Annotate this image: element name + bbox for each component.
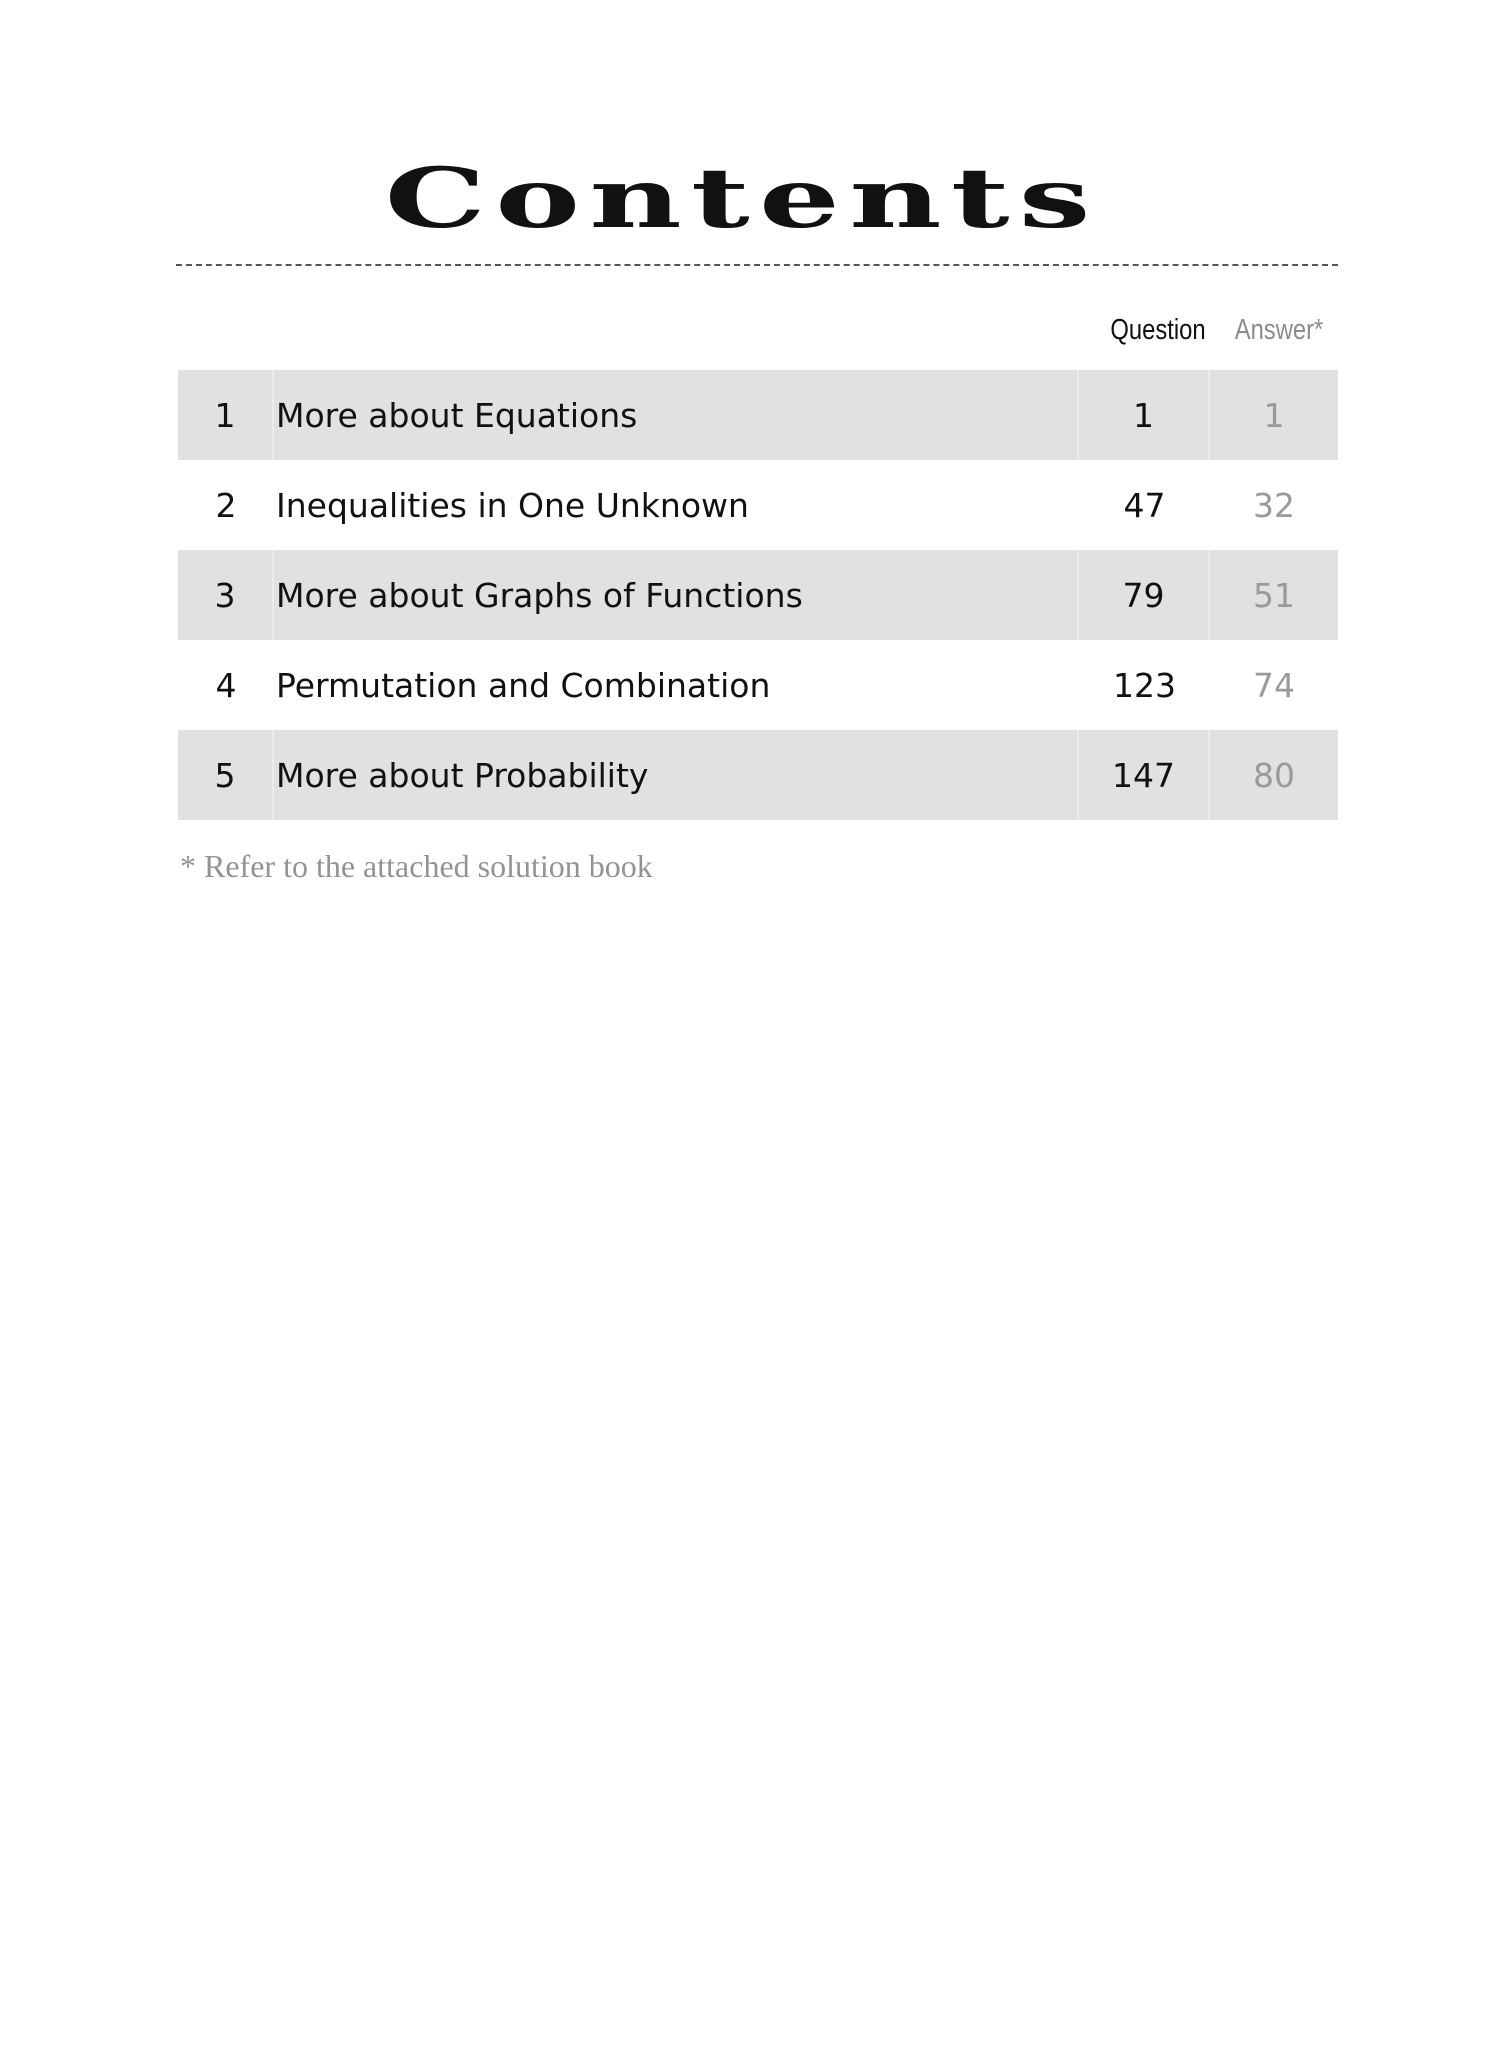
title-divider xyxy=(176,264,1338,266)
chapter-title: More about Equations xyxy=(274,370,1079,460)
footnote: * Refer to the attached solution book xyxy=(180,848,653,884)
chapter-number: 4 xyxy=(215,665,237,705)
column-header-answer: Answer* xyxy=(1234,314,1324,346)
answer-page: 51 xyxy=(1253,575,1295,615)
answer-page: 32 xyxy=(1253,485,1295,525)
chapter-title: Permutation and Combination xyxy=(276,665,771,705)
page-title: Contents xyxy=(384,151,1100,247)
question-page: 147 xyxy=(1079,730,1210,820)
question-page: 47 xyxy=(1123,485,1166,525)
chapter-title: More about Graphs of Functions xyxy=(274,550,1079,640)
table-row xyxy=(178,460,1338,550)
answer-page: 1 xyxy=(1263,395,1285,435)
chapter-number: 2 xyxy=(215,485,237,525)
chapter-number: 5 xyxy=(178,730,274,820)
table-row xyxy=(178,730,1338,820)
column-header-question: Question xyxy=(1110,314,1206,346)
answer-page: 74 xyxy=(1253,665,1295,705)
table-row xyxy=(178,640,1338,730)
table-row xyxy=(178,550,1338,640)
chapter-number: 3 xyxy=(178,550,274,640)
answer-page: 80 xyxy=(1253,755,1295,795)
question-page: 79 xyxy=(1079,550,1210,640)
chapter-number: 1 xyxy=(178,370,274,460)
question-page: 1 xyxy=(1079,370,1210,460)
chapter-title: Inequalities in One Unknown xyxy=(276,485,749,525)
table-row xyxy=(178,370,1338,460)
contents-table xyxy=(178,370,1338,820)
question-page: 123 xyxy=(1113,665,1176,705)
chapter-title: More about Probability xyxy=(274,730,1079,820)
